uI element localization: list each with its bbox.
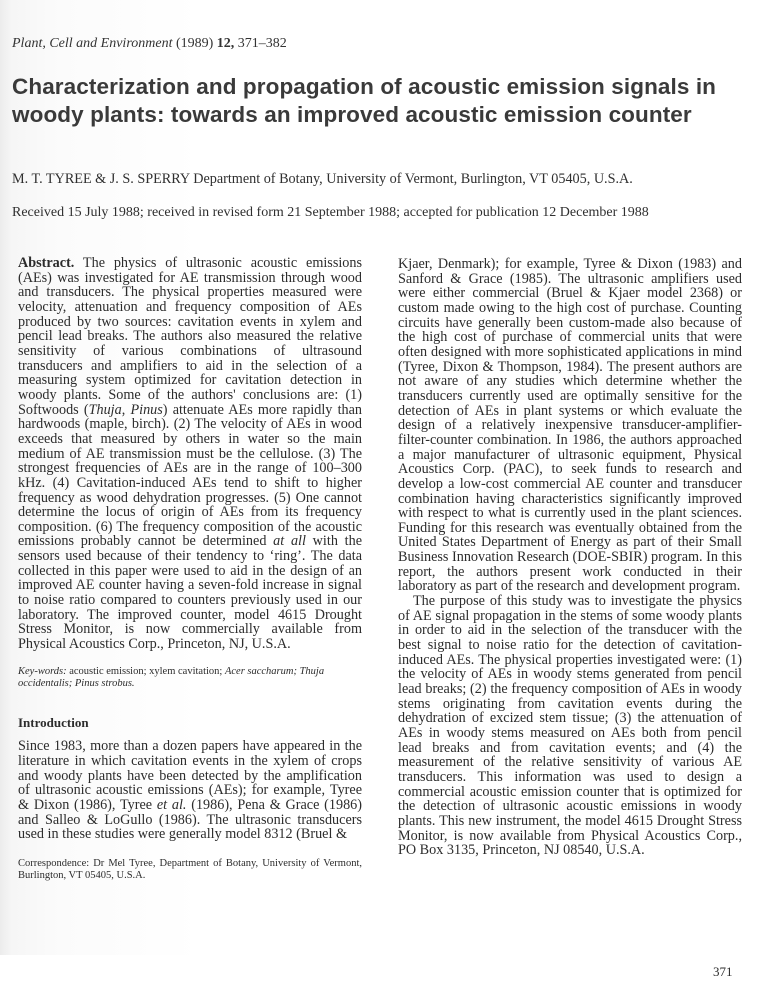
keywords-label: Key-words: [18,665,67,677]
journal-volume: 12, [216,36,235,51]
right-column [398,257,742,858]
keywords-plain: acoustic emission; xylem cavitation; [66,665,225,677]
journal-citation [12,36,287,52]
introduction-paragraph: The purpose of this study was to investigate the physics of AE signal propagation in the stems of some woody plants in order to aid in the selection of the transducer with the best signal to noise ratio for the detection of cavitation-induced AEs. The physical properties investigated were: (1) the velocity of AEs in woody stems generated from pencil lead breaks; (2) the frequency composition of AEs in woody stems originating from cavitation events during the dehydration of excized stem tissue; (3) the attenuation of AEs in woody stems measured on AEs both from pencil lead breaks and from cavitation events; and (4) the measurement of the relative sensitivity of various AE transducers. This information was used to design a commercial acoustic emission counter that is optimized for the detection of ultrasonic acoustic emissions in woody plants. This new instrument, the model 4615 Drought Stress Monitor, is now available from Physical Acoustics Corp., PO Box 3135, Princeton, NJ 08540, U.S.A. [398,593,742,859]
correspondence-footnote: Correspondence: Dr Mel Tyree, Department of Botany, University of Vermont, Burlington, VT 05405, U.S.A. [18,857,362,882]
introduction-paragraph [18,739,362,842]
journal-pages: 371–382 [237,36,287,51]
abstract-text: ) attenuate AEs more rapidly than hardwoods (maple, birch). (2) The velocity of AEs in wood exceeds that measured by others in water so the main medium of AE transmission must be the cellulose. (3) The strongest frequencies of AEs are in the range of 100–300 kHz. (4) Cavitation-induced AEs tend to shift to higher frequency as wood dehydration progresses. (5) One cannot determine the locus of origin of AEs from its frequency composition. (6) The frequency composition of the acoustic emissions probably cannot be determined [18,401,363,550]
paragraph-text: Since 1983, more than a dozen papers have appeared in the literature in which cavitation events in the xylem of crops and woody plants have been detected by the amplification of ultrasonic acoustic emissions (AEs); for example, Tyree & Dixon (1986), Tyree [18,738,362,813]
abstract-text: The physics of ultrasonic acoustic emissions (AEs) was investigated for AE transmission through wood and transducers. The physical properties measured were velocity, attenuation and frequency composition of AEs produced by two sources: cavitation events in xylem and pencil lead breaks. The authors also measured the relative sensitivity of various combinations of ultrasound transducers and amplifiers to aid in the selection of a measuring system optimized for cavitation detection in woody plants. Some of the authors' conclusions are: (1) Softwoods ( [18,255,362,418]
section-heading-introduction: Introduction [18,714,89,730]
abstract-label: Abstract. [18,255,75,271]
journal-year: (1989) [175,36,214,51]
abstract-emphasis: at all [273,533,306,550]
abstract [18,256,362,652]
abstract-genus: Thuja [88,401,122,418]
introduction-paragraph-continued: Kjaer, Denmark); for example, Tyree & Dixon (1983) and Sanford & Grace (1985). The ultrasonic amplifiers used were either commercial (Bruel & Kjaer model 2368) or custom made owing to the high cost of purchase. Counting circuits have generally been custom-made also because of the high cost of purchase of commercial units that were often designed with more sophisticated applications in mind (Tyree, Dixon & Thompson, 1984). The present authors are not aware of any studies which determine whether the transducers currently used are optimally sensitive for the detection of AEs in plant systems or which evaluate the design of a relatively inexpensive transducer-amplifier-filter-counter combination. In 1986, the authors approached a major manufacturer of ultrasonic equipment, Physical Acoustics Corp. (PAC), to seek funds to research and develop a low-cost commercial AE counter and transducer combination having characteristics significantly improved with respect to what is currently used in the plant sciences. Funding for this research was eventually obtained from the United States Department of Energy as part of their Small Business Innovation Research (DOE-SBIR) program. In this report, the authors present work conducted in their laboratory as part of the research and development program. [398,256,742,595]
author-affiliation: M. T. TYREE & J. S. SPERRY Department of Botany, University of Vermont, Burlington, VT 05405, U.S.A. [12,171,633,187]
journal-name: Plant, Cell and Environment [12,36,173,51]
article-title: Characterization and propagation of acoustic emission signals in woody plants: towards an improved acoustic emission counter [12,74,717,127]
abstract-separator: , [121,401,131,418]
page-number: 371 [713,964,733,979]
left-column [18,256,362,883]
abstract-genus: Pinus [130,401,163,418]
abstract-text: with the sensors used because of their tendency to ‘ring’. The data collected in this paper were used to aid in the design of an improved AE counter having a seven-fold increase in signal to noise ratio compared to counters previously used in our laboratory. The improved counter, model 4615 Drought Stress Monitor, is now commercially available from Physical Acoustics Corp., Princeton, NJ, U.S.A. [18,533,362,653]
keywords-species: Acer saccharum; Thuja occidentalis; Pinus strobus. [18,665,325,690]
citation-et-al: et al. [156,797,187,813]
received-dates: Received 15 July 1988; received in revised form 21 September 1988; accepted for publication 12 December 1988 [12,205,649,220]
paragraph-text: (1986), Pena & Grace (1986) and Salleo & LoGullo (1986). The ultrasonic transducers used in these studies were generally model 8312 (Bruel & [18,797,362,843]
keywords [18,666,362,691]
